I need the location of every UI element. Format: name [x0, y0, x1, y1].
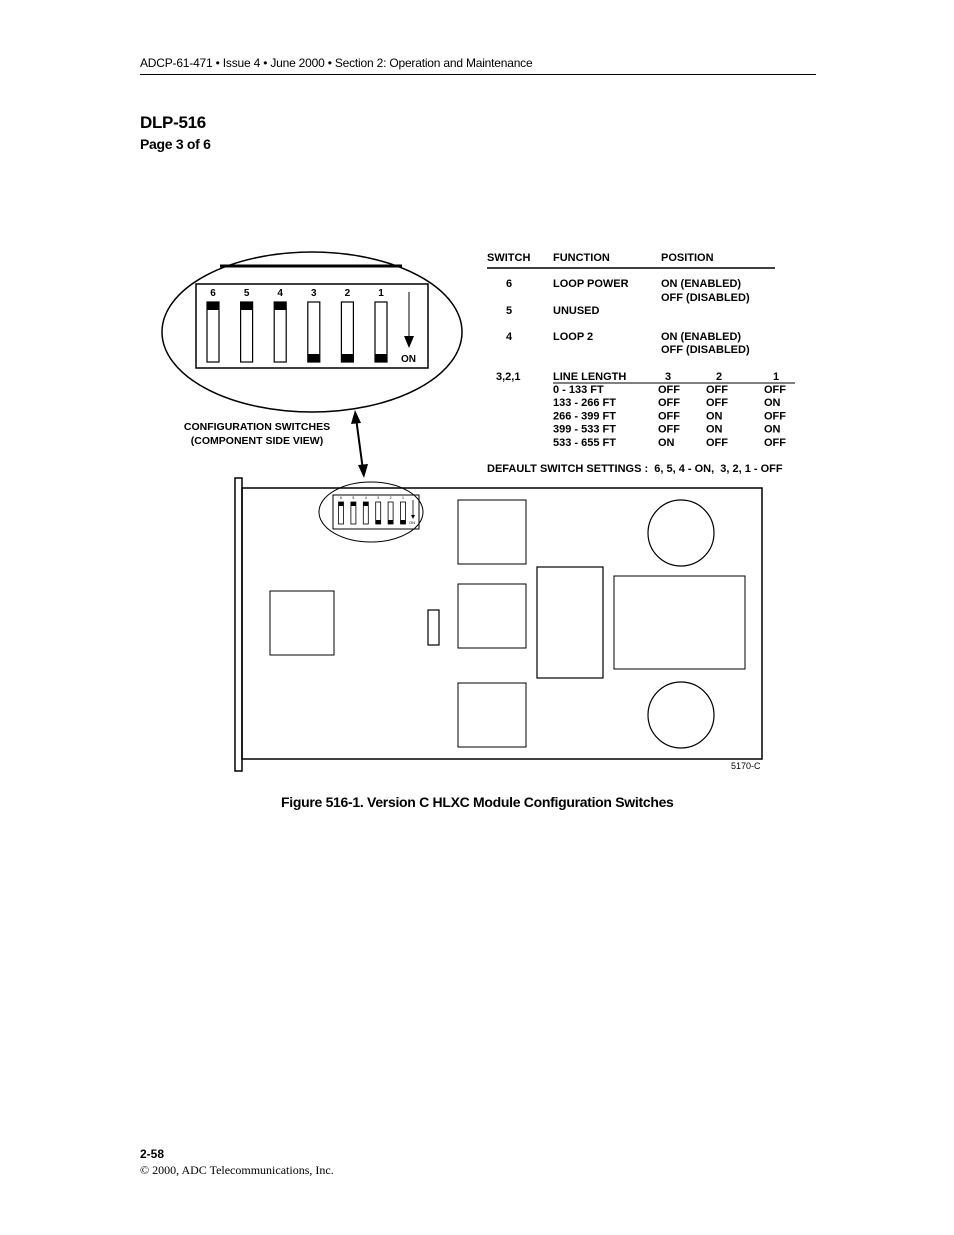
board-switch-lever-4: [363, 502, 368, 506]
line-length-row-4-cell-3: OFF: [764, 436, 786, 449]
drawing-id: 5170-C: [731, 761, 761, 771]
row4-function: LOOP 2: [553, 331, 594, 343]
line-length-row-2-cell-2: ON: [706, 410, 723, 423]
component-capacitor-bottom: [648, 682, 714, 748]
line-length-row-1-cell-0: 133 - 266 FT: [553, 397, 616, 410]
line-length-row-1-cell-3: ON: [764, 397, 781, 410]
callout-label-line1: CONFIGURATION SWITCHES: [183, 421, 331, 433]
callout-label-line2: (COMPONENT SIDE VIEW): [190, 435, 324, 447]
switch-slot-5: [241, 302, 253, 362]
board-switch-number-6: 6: [340, 496, 342, 500]
row4-position-off: OFF (DISABLED): [661, 344, 750, 356]
switch-number-3: 3: [311, 288, 317, 299]
circuit-board: [235, 478, 762, 771]
board-switch-lever-2: [388, 520, 393, 524]
line-length-row-3-cell-0: 399 - 533 FT: [553, 423, 616, 436]
row6-function: LOOP POWER: [553, 278, 629, 290]
line-length-row-3-cell-3: ON: [764, 423, 781, 436]
row5-function: UNUSED: [553, 305, 600, 317]
line-length-row-4-cell-1: ON: [658, 436, 675, 449]
board-switch-lever-1: [401, 520, 406, 524]
switch-number-2: 2: [344, 288, 351, 299]
line-length-row-4-cell-0: 533 - 655 FT: [553, 436, 616, 449]
switch-slot-1: [375, 302, 387, 362]
switch-slot-3: [308, 302, 320, 362]
line-length-row-4-cell-2: OFF: [706, 436, 728, 449]
board-switch-group: [339, 496, 406, 524]
switch-settings-table: [487, 252, 795, 475]
board-switch-number-1: 1: [402, 496, 404, 500]
procedure-title: DLP-516: [140, 113, 206, 132]
row6-position-on: ON (ENABLED): [661, 278, 742, 290]
running-head: ADCP-61-471 • Issue 4 • June 2000 • Section 2: Operation and Maintenance: [140, 56, 533, 70]
header-rule: [140, 74, 816, 75]
component-ic-middle: [458, 584, 526, 648]
on-label: ON: [401, 354, 416, 365]
configuration-figure: [0, 230, 954, 790]
switch-slot-4: [274, 302, 286, 362]
line-length-row-0-cell-3: OFF: [764, 384, 786, 396]
board-switch-number-2: 2: [389, 496, 392, 500]
line-length-row-2-cell-1: OFF: [658, 410, 680, 423]
component-transformer: [614, 576, 745, 669]
board-switch-number-5: 5: [352, 496, 355, 500]
switch-lever-2: [341, 354, 353, 362]
row6-position-off: OFF (DISABLED): [661, 292, 750, 304]
switch-lever-6: [207, 302, 219, 310]
row6-switch: 6: [506, 278, 513, 290]
board-switch-lever-5: [351, 502, 356, 506]
switch-number-6: 6: [210, 288, 216, 299]
board-switch-number-3: 3: [377, 496, 380, 500]
figure-caption: Figure 516-1. Version C HLXC Module Configuration Switches: [281, 794, 674, 810]
component-capacitor-top: [648, 500, 714, 566]
switch-slot-6: [207, 302, 219, 362]
faceplate: [235, 478, 242, 771]
switch-lever-1: [375, 354, 387, 362]
line-length-col-3: 3: [664, 371, 672, 383]
small-on-label: ON: [409, 520, 415, 525]
row4-switch: 4: [506, 331, 513, 343]
board-switch-lever-3: [376, 520, 381, 524]
switch-number-1: 1: [378, 288, 384, 299]
line-length-rows: [553, 384, 786, 449]
enlarged-switch-group: [207, 288, 387, 362]
component-left-square: [270, 591, 334, 655]
component-ic-top: [458, 500, 526, 564]
default-settings: DEFAULT SWITCH SETTINGS : 6, 5, 4 - ON, 3, 2, 1 - OFF: [487, 463, 783, 475]
board-outline: [242, 488, 762, 759]
board-switch-number-4: 4: [364, 496, 367, 500]
row5-switch: 5: [506, 305, 513, 317]
line-length-row-3-cell-2: ON: [706, 423, 723, 436]
switch-lever-3: [308, 354, 320, 362]
line-length-row-0-cell-2: OFF: [706, 384, 728, 396]
line-length-row-0-cell-0: 0 - 133 FT: [553, 384, 604, 396]
board-switch-ellipse: [319, 482, 423, 542]
switch-number-4: 4: [277, 288, 283, 299]
line-length-col-2: 2: [715, 371, 723, 383]
line-length-row-0-cell-1: OFF: [658, 384, 680, 396]
page-indicator: Page 3 of 6: [140, 136, 211, 152]
col-header-position: POSITION: [661, 252, 714, 264]
row4-position-on: ON (ENABLED): [661, 331, 742, 343]
switch-number-5: 5: [243, 288, 250, 299]
line-length-switches: 3,2,1: [496, 371, 521, 383]
line-length-row-2-cell-0: 266 - 399 FT: [553, 410, 616, 423]
callout-connector-line: [356, 418, 363, 470]
connector-arrow-bottom: [358, 464, 368, 478]
switch-lever-5: [241, 302, 253, 310]
line-length-row-1-cell-1: OFF: [658, 397, 680, 410]
small-on-arrow-head: [411, 515, 415, 519]
on-arrow-head: [404, 336, 414, 348]
switch-slot-2: [341, 302, 353, 362]
line-length-row-2-cell-3: OFF: [764, 410, 786, 423]
connector-arrow-top: [351, 410, 361, 424]
copyright: © 2000, ADC Telecommunications, Inc.: [140, 1163, 334, 1177]
board-switch-lever-6: [339, 502, 344, 506]
page-number: 2-58: [140, 1147, 165, 1161]
col-header-switch: SWITCH: [487, 252, 531, 264]
line-length-col-1: 1: [772, 371, 780, 383]
switch-lever-4: [274, 302, 286, 310]
component-tall-chip: [537, 567, 603, 678]
component-ic-bottom: [458, 683, 526, 747]
component-small-connector: [428, 610, 439, 645]
line-length-label: LINE LENGTH: [553, 371, 627, 383]
col-header-function: FUNCTION: [553, 252, 610, 264]
line-length-row-3-cell-1: OFF: [658, 423, 680, 436]
line-length-row-1-cell-2: OFF: [706, 397, 728, 410]
